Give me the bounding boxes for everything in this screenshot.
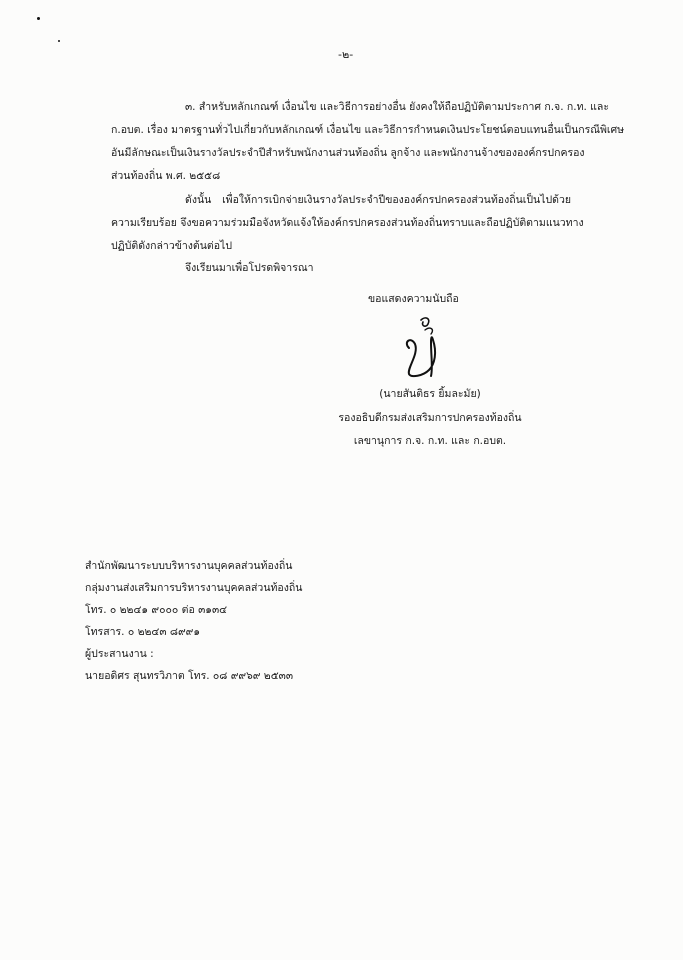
clause3-line-4: ส่วนท้องถิ่น พ.ศ. ๒๕๕๘ [111, 170, 221, 182]
conclusion-line-3: ปฏิบัติดังกล่าวข้างต้นต่อไป [111, 240, 232, 252]
signatory-role: เลขานุการ ก.จ. ก.ท. และ ก.อบต. [353, 435, 507, 447]
clause3-line-3: อันมีลักษณะเป็นเงินรางวัลประจำปีสำหรับพนักงานส่วนท้องถิ่น ลูกจ้าง และพนักงานจ้างขององค์กรปกครอง [111, 147, 585, 159]
closing-line: ขอแสดงความนับถือ [368, 293, 459, 305]
page-number: -๒- [338, 48, 354, 61]
footer-office: สำนักพัฒนาระบบบริหารงานบุคคลส่วนท้องถิ่น [85, 560, 293, 572]
footer-coordinator: นายอดิศร สุนทรวิภาต โทร. ๐๘ ๙๙๖๙ ๒๕๓๓ [85, 670, 294, 682]
footer-tel: โทร. ๐ ๒๒๔๑ ๙๐๐๐ ต่อ ๓๑๓๔ [85, 604, 228, 616]
conclusion-line-2: ความเรียบร้อย จึงขอความร่วมมือจังหวัดแจ้งให้องค์กรปกครองส่วนท้องถิ่นทราบและถือปฏิบัติตามแนวทาง [111, 217, 584, 229]
clause3-line-1: ๓. สำหรับหลักเกณฑ์ เงื่อนไข และวิธีการอย่างอื่น ยังคงให้ถือปฏิบัติตามประกาศ ก.จ. ก.ท. และ [185, 101, 610, 113]
signatory-position: รองอธิบดีกรมส่งเสริมการปกครองท้องถิ่น [338, 412, 522, 424]
request-line: จึงเรียนมาเพื่อโปรดพิจารณา [185, 262, 314, 274]
signature-mark [395, 312, 455, 382]
footer-division: กลุ่มงานส่งเสริมการบริหารงานบุคคลส่วนท้องถิ่น [85, 582, 303, 594]
footer-coordinator-label: ผู้ประสานงาน : [85, 648, 154, 660]
conclusion-line-1: ดังนั้น เพื่อให้การเบิกจ่ายเงินรางวัลประจำปีขององค์กรปกครองส่วนท้องถิ่นเป็นไปด้วย [185, 194, 571, 206]
clause3-line-2: ก.อบต. เรื่อง มาตรฐานทั่วไปเกี่ยวกับหลักเกณฑ์ เงื่อนไข และวิธีการกำหนดเงินประโยชน์ตอบแทนอื่นเป็นกรณีพิเศษ [111, 124, 625, 136]
scan-speck [58, 40, 60, 42]
signatory-name: (นายสันติธร ยิ้มละมัย) [379, 388, 481, 400]
scan-speck [37, 17, 40, 20]
footer-fax: โทรสาร. ๐ ๒๒๔๓ ๘๙๙๑ [85, 626, 201, 638]
